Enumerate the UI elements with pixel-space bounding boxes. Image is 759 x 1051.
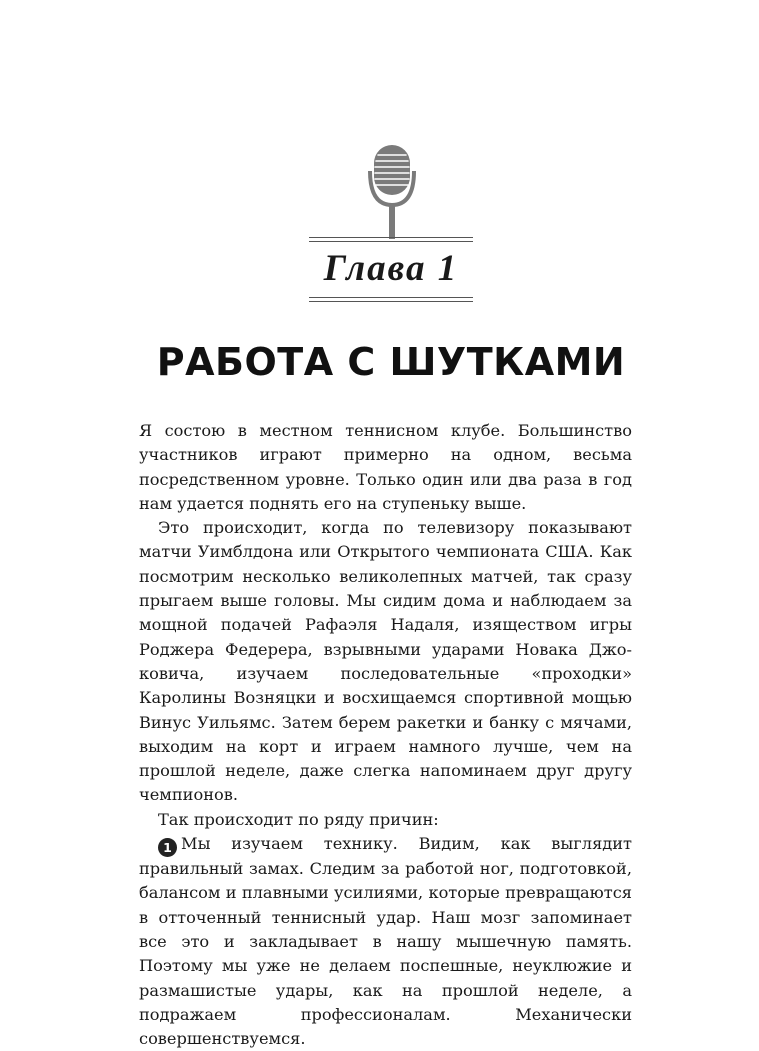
paragraph: Так происходит по ряду причин:	[158, 809, 439, 829]
bottom-rule-upper	[309, 297, 473, 298]
paragraph: Это происходит, когда по телевизору показывают матчи Уимблдона или Открытого чемпионата США. Как посмотрим несколько великолепных матчей, так сразу прыгаем выше головы. Мы сидим дома и наблюдаем за мощной подачей Рафаэля Надаля, изяществом игры Роджера Федерера, взрывными ударами Новака Джоковича, изучаем последовательные «проходки» Каролины Возняцки и восхищаемся спортивной мощью Винус Уильямс. Затем берем ракетки и банку с мячами, выходим на корт и играем намного лучше, чем на прошлой неделе, даже слегка напоминаем друг другу чемпионов.	[139, 518, 632, 805]
body-text	[139, 419, 632, 1051]
top-rule-lower	[309, 241, 473, 242]
chapter-label: Глава 1	[323, 248, 459, 289]
list-item-text: Мы изучаем технику. Видим, как выглядит правильный замах. Следим за работой ног, подготовкой, балансом и плавными усилиями, которые превращаются в отточенный теннисный удар. Наш мозг запоминает все это и закладывает в нашу мышечную память. Поэтому мы уже не делаем поспешные, неуклюжие и размашистые удары, как на прошлой неделе, а подражаем профессионалам. Механически совершенствуемся.	[139, 834, 632, 1049]
paragraph: Я состою в местном теннисном клубе. Большинство участников играют примерно на одном, весьма посредственном уровне. Только один или два раза в год нам удается поднять его на ступеньку выше.	[139, 421, 632, 513]
top-rule-upper	[309, 237, 473, 238]
chapter-title: РАБОТА С ШУТКАМИ	[156, 340, 626, 384]
microphone-icon	[365, 143, 419, 239]
list-number-badge: 1	[158, 838, 177, 857]
list-item	[139, 832, 632, 1051]
bottom-rule-lower	[309, 301, 473, 302]
